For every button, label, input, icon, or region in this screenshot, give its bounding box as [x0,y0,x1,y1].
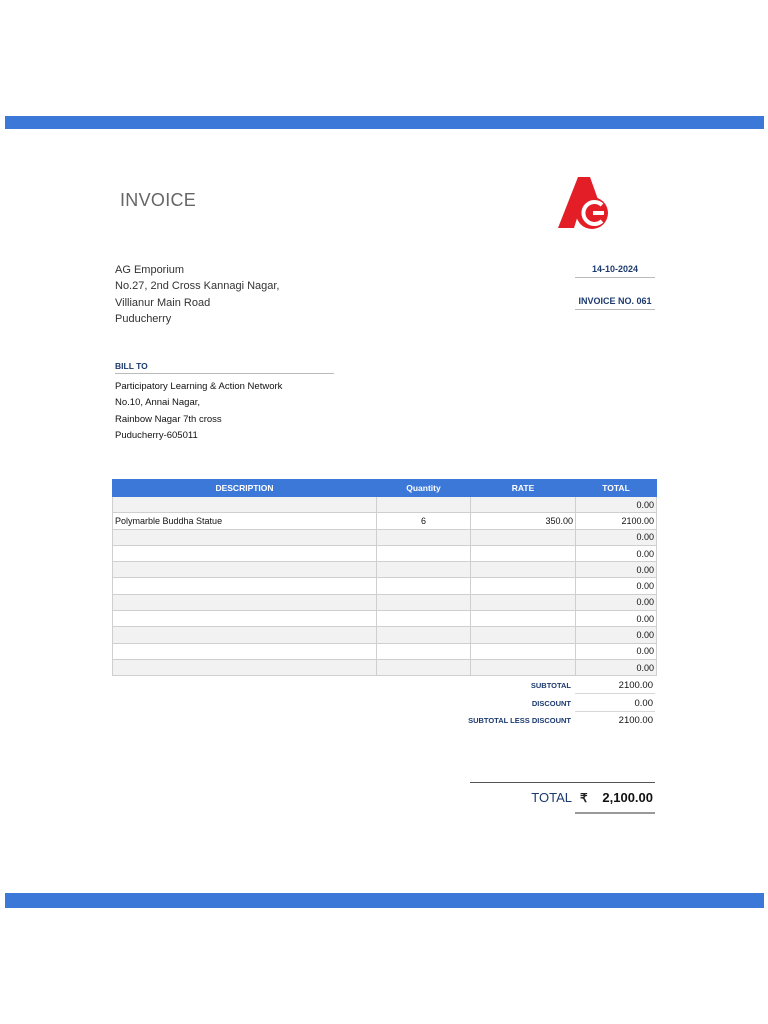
cell-rate: 350.00 [471,513,576,529]
cell-quantity [377,562,471,578]
cell-rate [471,627,576,643]
cell-quantity [377,594,471,610]
cell-total: 0.00 [576,578,657,594]
cell-total: 0.00 [576,611,657,627]
invoice-title: INVOICE [120,190,197,210]
cell-quantity [377,627,471,643]
cell-total: 0.00 [576,659,657,675]
table-row [113,643,657,659]
rupee-icon: ₹ [580,791,588,805]
subtotal-less-discount-row [440,712,655,730]
cell-description [113,529,377,545]
cell-total: 2100.00 [576,513,657,529]
cell-description [113,594,377,610]
cell-description: Polymarble Buddha Statue [113,513,377,529]
cell-quantity [377,659,471,675]
bill-to-line: Rainbow Nagar 7th cross [115,413,222,425]
table-row [113,578,657,594]
company-address-line: Puducherry [115,312,172,325]
cell-total: 0.00 [576,497,657,513]
total-label: TOTAL [531,790,572,805]
bill-to-line: No.10, Annai Nagar, [115,397,201,409]
cell-rate [471,594,576,610]
summary-block [440,677,655,730]
table-row [113,594,657,610]
top-accent-bar [5,116,764,129]
total-underline [575,812,655,814]
cell-description [113,562,377,578]
cell-rate [471,643,576,659]
cell-description [113,611,377,627]
cell-quantity [377,529,471,545]
company-address-block [115,262,280,327]
cell-quantity [377,643,471,659]
subtotal-label: SUBTOTAL [530,681,571,691]
total-divider [470,782,655,783]
cell-description [113,578,377,594]
table-row [113,627,657,643]
cell-total: 0.00 [576,545,657,561]
cell-rate [471,545,576,561]
cell-description [113,659,377,675]
table-row [113,659,657,675]
cell-total: 0.00 [576,643,657,659]
bill-to-address-block [115,379,282,444]
cell-quantity [377,611,471,627]
bottom-accent-bar [5,893,764,908]
cell-total: 0.00 [576,594,657,610]
header-rate: RATE [471,480,576,497]
cell-description [113,545,377,561]
header-quantity: Quantity [377,480,471,497]
table-header-row [113,480,657,497]
table-row [113,497,657,513]
subtotal-row [440,677,655,695]
bill-to-line: Puducherry-605011 [115,429,198,441]
company-logo-icon [556,175,616,230]
company-address-line: No.27, 2nd Cross Kannagi Nagar, [115,280,280,293]
cell-total: 0.00 [576,627,657,643]
subtotal-less-discount-label: SUBTOTAL LESS DISCOUNT [468,716,571,726]
header-total: TOTAL [576,480,657,497]
cell-quantity [377,578,471,594]
cell-rate [471,562,576,578]
cell-quantity [377,497,471,513]
cell-rate [471,578,576,594]
table-row [113,513,657,529]
table-row [113,545,657,561]
company-address-line: Villianur Main Road [115,296,211,309]
table-row [113,562,657,578]
company-name: AG Emporium [115,264,185,276]
discount-value: 0.00 [575,695,655,712]
cell-description [113,643,377,659]
table-row [113,611,657,627]
bill-to-line: Participatory Learning & Action Network [115,381,283,392]
cell-total: 0.00 [576,562,657,578]
cell-description [113,627,377,643]
cell-quantity: 6 [377,513,471,529]
subtotal-value: 2100.00 [575,677,655,694]
cell-rate [471,611,576,627]
total-amount: 2,100.00 [602,790,653,805]
cell-description [113,497,377,513]
subtotal-less-discount-value: 2100.00 [618,715,653,727]
bill-to-label: BILL TO [115,361,334,374]
table-row [113,529,657,545]
cell-quantity [377,545,471,561]
cell-total: 0.00 [576,529,657,545]
invoice-date: 14-10-2024 [575,264,655,278]
line-items-table [112,479,657,676]
header-description: DESCRIPTION [113,480,377,497]
cell-rate [471,659,576,675]
discount-label: DISCOUNT [531,698,571,708]
cell-rate [471,497,576,513]
invoice-number: INVOICE NO. 061 [575,296,655,310]
discount-row [440,695,655,713]
cell-rate [471,529,576,545]
